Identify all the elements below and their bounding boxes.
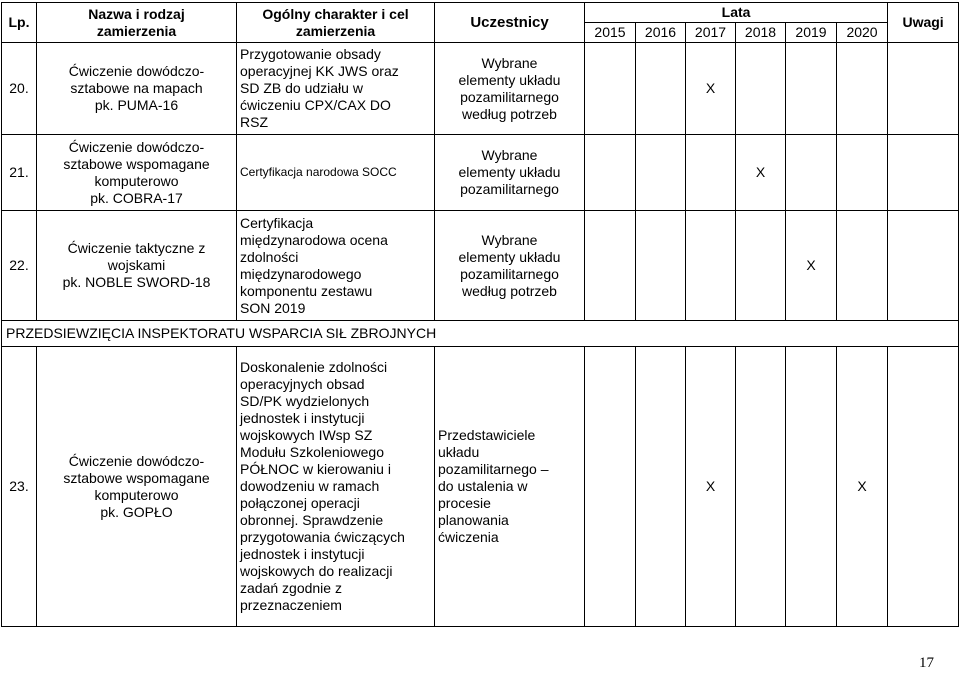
mark-2019 <box>786 135 837 211</box>
general-line: PÓŁNOC w kierowaniu i <box>240 461 391 477</box>
general-line: zadań zgodnie z <box>240 580 342 596</box>
mark-2015 <box>585 211 636 321</box>
mark-2019 <box>786 43 837 135</box>
general-line: obronnej. Sprawdzenie <box>240 512 384 528</box>
col-header-notes: Uwagi <box>888 3 959 43</box>
name-line: Ćwiczenie taktyczne z <box>67 240 206 256</box>
mark-2018 <box>736 347 786 627</box>
general-line: przygotowania ćwiczących <box>240 529 405 545</box>
general-line: SD/PK wydzielonych <box>240 393 370 409</box>
header-line: zamierzenia <box>295 22 376 39</box>
header-line: Ogólny charakter i cel <box>262 5 409 22</box>
mark-2019 <box>786 347 837 627</box>
participants-line: Wybrane <box>481 231 538 248</box>
name-line: wojskami <box>107 257 166 273</box>
participants-line: elementy układu <box>458 248 561 265</box>
general-line: ćwiczeniu CPX/CAX DO <box>240 97 391 113</box>
mark-2018: X <box>736 135 786 211</box>
mark-2018 <box>736 43 786 135</box>
year-2018: 2018 <box>736 23 786 43</box>
general-line: SD ZB do udziału w <box>240 80 363 96</box>
general-line: przeznaczeniem <box>240 597 342 613</box>
mark-2018 <box>736 211 786 321</box>
general-line: komponentu zestawu <box>240 282 373 299</box>
exercise-participants <box>435 135 585 211</box>
mark-2020 <box>837 43 888 135</box>
col-header-lp: Lp. <box>2 3 37 43</box>
exercise-plan-table <box>1 2 959 627</box>
participants-line: planowania <box>438 512 509 528</box>
section-row <box>2 321 959 347</box>
year-2020: 2020 <box>837 23 888 43</box>
mark-2017: X <box>686 43 736 135</box>
participants-line: elementy układu <box>458 164 561 180</box>
exercise-name <box>37 347 237 627</box>
notes-cell <box>888 135 959 211</box>
table-row <box>2 211 959 321</box>
name-line: komputerowo <box>94 486 179 503</box>
name-line: sztabowe na mapach <box>70 80 203 96</box>
participants-line: Wybrane <box>481 147 538 163</box>
table-row <box>2 347 959 627</box>
row-lp: 23. <box>2 347 37 627</box>
name-line: Ćwiczenie dowódczo- <box>68 63 205 79</box>
general-line: wojskowych do realizacji <box>240 563 393 579</box>
exercise-participants <box>435 347 585 627</box>
participants-line: Przedstawiciele <box>438 427 536 443</box>
participants-line: Wybrane <box>481 54 538 71</box>
header-line: zamierzenia <box>96 22 177 39</box>
row-lp: 20. <box>2 43 37 135</box>
general-line: operacyjnej KK JWS oraz <box>240 63 399 79</box>
general-line: RSZ <box>240 114 268 130</box>
year-2015: 2015 <box>585 23 636 43</box>
mark-2020: X <box>837 347 888 627</box>
participants-line: pozamilitarnego – <box>438 461 549 477</box>
year-2019: 2019 <box>786 23 837 43</box>
participants-line: pozamilitarnego <box>460 88 559 105</box>
exercise-participants <box>435 211 585 321</box>
name-line: komputerowo <box>94 172 179 189</box>
mark-2019: X <box>786 211 837 321</box>
participants-line: ćwiczenia <box>438 529 499 545</box>
general-line: Doskonalenie zdolności <box>240 359 388 375</box>
general-line: międzynarodowa ocena <box>240 231 388 248</box>
general-line: SON 2019 <box>240 299 306 316</box>
mark-2016 <box>636 43 686 135</box>
section-title: PRZEDSIEWZIĘCIA INSPEKTORATU WSPARCIA SIŁ ZBROJNYCH <box>2 321 959 347</box>
exercise-participants <box>435 43 585 135</box>
mark-2016 <box>636 135 686 211</box>
participants-line: według potrzeb <box>462 105 557 122</box>
general-line: dowodzeniu w ramach <box>240 478 380 494</box>
row-lp: 22. <box>2 211 37 321</box>
notes-cell <box>888 347 959 627</box>
general-line: wojskowych IWsp SZ <box>240 427 373 443</box>
mark-2016 <box>636 211 686 321</box>
exercise-name <box>37 135 237 211</box>
participants-line: elementy układu <box>458 71 561 88</box>
general-line: Modułu Szkoleniowego <box>240 444 384 460</box>
general-line: Przygotowanie obsady <box>240 46 381 62</box>
header-line: Nazwa i rodzaj <box>88 5 185 22</box>
exercise-name <box>37 43 237 135</box>
exercise-general <box>237 211 435 321</box>
exercise-code: pk. PUMA-16 <box>94 97 179 113</box>
exercise-code: pk. GOPŁO <box>100 503 173 520</box>
general-line: jednostek i instytucji <box>240 546 365 562</box>
year-2016: 2016 <box>636 23 686 43</box>
participants-line: pozamilitarnego <box>460 265 559 282</box>
participants-line: według potrzeb <box>462 282 557 299</box>
general-line: międzynarodowego <box>240 265 362 282</box>
mark-2015 <box>585 135 636 211</box>
mark-2017: X <box>686 347 736 627</box>
participants-line: do ustalenia w <box>438 478 528 494</box>
exercise-name <box>37 211 237 321</box>
notes-cell <box>888 211 959 321</box>
mark-2020 <box>837 211 888 321</box>
year-2017: 2017 <box>686 23 736 43</box>
general-line: Certyfikacja <box>240 214 314 231</box>
exercise-general <box>237 135 435 211</box>
general-line: zdolności <box>240 248 299 265</box>
table-row <box>2 135 959 211</box>
mark-2015 <box>585 347 636 627</box>
col-header-general <box>237 3 435 43</box>
general-line: Certyfikacja narodowa SOCC <box>240 165 397 179</box>
exercise-general <box>237 43 435 135</box>
table-row <box>2 43 959 135</box>
notes-cell <box>888 43 959 135</box>
name-line: Ćwiczenie dowódczo- <box>68 138 205 155</box>
col-header-name <box>37 3 237 43</box>
col-header-years: Lata <box>585 3 888 23</box>
general-line: jednostek i instytucji <box>240 410 365 426</box>
participants-line: procesie <box>438 495 491 511</box>
mark-2015 <box>585 43 636 135</box>
exercise-code: pk. NOBLE SWORD-18 <box>62 274 211 290</box>
exercise-general <box>237 347 435 627</box>
general-line: połączonej operacji <box>240 495 360 511</box>
general-line: operacyjnych obsad <box>240 376 365 392</box>
name-line: sztabowe wspomagane <box>63 155 210 172</box>
name-line: sztabowe wspomagane <box>63 469 210 486</box>
page-number: 17 <box>919 655 934 671</box>
mark-2017 <box>686 135 736 211</box>
exercise-code: pk. COBRA-17 <box>90 189 183 206</box>
mark-2016 <box>636 347 686 627</box>
row-lp: 21. <box>2 135 37 211</box>
mark-2017 <box>686 211 736 321</box>
col-header-participants: Uczestnicy <box>435 3 585 43</box>
participants-line: układu <box>438 444 480 460</box>
participants-line: pozamilitarnego <box>460 181 559 197</box>
mark-2020 <box>837 135 888 211</box>
name-line: Ćwiczenie dowódczo- <box>68 452 205 469</box>
